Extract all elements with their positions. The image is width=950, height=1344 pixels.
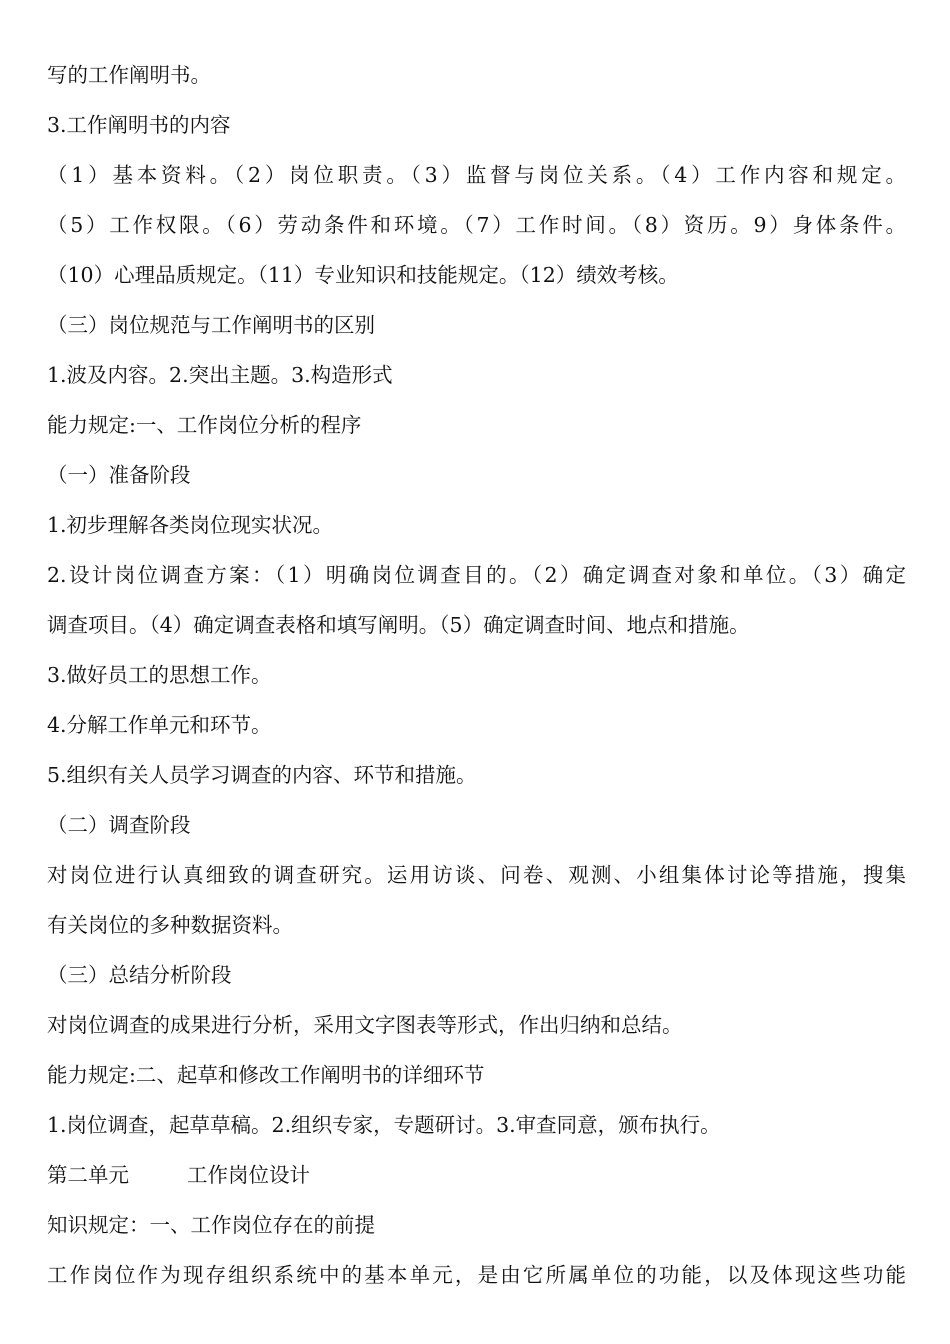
text-line: 1.岗位调查，起草草稿。2.组织专家，专题研讨。3.审查同意，颁布执行。 [47,1113,721,1137]
text-line: 3.做好员工的思想工作。 [47,663,272,687]
section-heading: 3.工作阐明书的内容 [47,113,231,137]
text-line: 对岗位调查的成果进行分析，采用文字图表等形式，作出归纳和总结。 [47,1013,683,1037]
text-line: 调查项目。（4）确定调查表格和填写阐明。（5）确定调查时间、地点和措施。 [47,613,750,637]
section-heading: 能力规定:一、工作岗位分析的程序 [47,413,362,437]
text-line: 4.分解工作单元和环节。 [47,713,272,737]
unit-title: 工作岗位设计 [187,1163,310,1187]
unit-heading [47,1158,906,1208]
text-line: （10）心理品质规定。（11）专业知识和技能规定。（12）绩效考核。 [47,263,679,287]
text-line: 有关岗位的多种数据资料。 [47,913,293,937]
text-line: 写的工作阐明书。 [47,63,211,87]
section-heading: 知识规定：一、工作岗位存在的前提 [47,1213,375,1237]
text-line: 1.初步理解各类岗位现实状况。 [47,513,334,537]
unit-number: 第二单元 [47,1163,129,1187]
text-line: （5）工作权限。（6）劳动条件和环境。（7）工作时间。（8）资历。9）身体条件。 [47,213,906,237]
text-line: 对岗位进行认真细致的调查研究。运用访谈、问卷、观测、小组集体讨论等措施，搜集 [47,863,906,887]
text-line: 1.波及内容。2.突出主题。3.构造形式 [47,363,393,387]
section-heading: （一）准备阶段 [47,463,191,487]
section-heading: （二）调查阶段 [47,813,191,837]
section-heading: 能力规定:二、起草和修改工作阐明书的详细环节 [47,1063,485,1087]
text-line: 5.组织有关人员学习调查的内容、环节和措施。 [47,763,477,787]
section-heading: （三）岗位规范与工作阐明书的区别 [47,313,375,337]
section-heading: （三）总结分析阶段 [47,963,232,987]
text-line: 工作岗位作为现存组织系统中的基本单元，是由它所属单位的功能，以及体现这些功能 [47,1263,906,1287]
text-line: 2.设计岗位调查方案：（1）明确岗位调查目的。（2）确定调查对象和单位。（3）确定 [47,563,906,587]
text-line: （1）基本资料。（2）岗位职责。（3）监督与岗位关系。（4）工作内容和规定。 [47,163,906,187]
